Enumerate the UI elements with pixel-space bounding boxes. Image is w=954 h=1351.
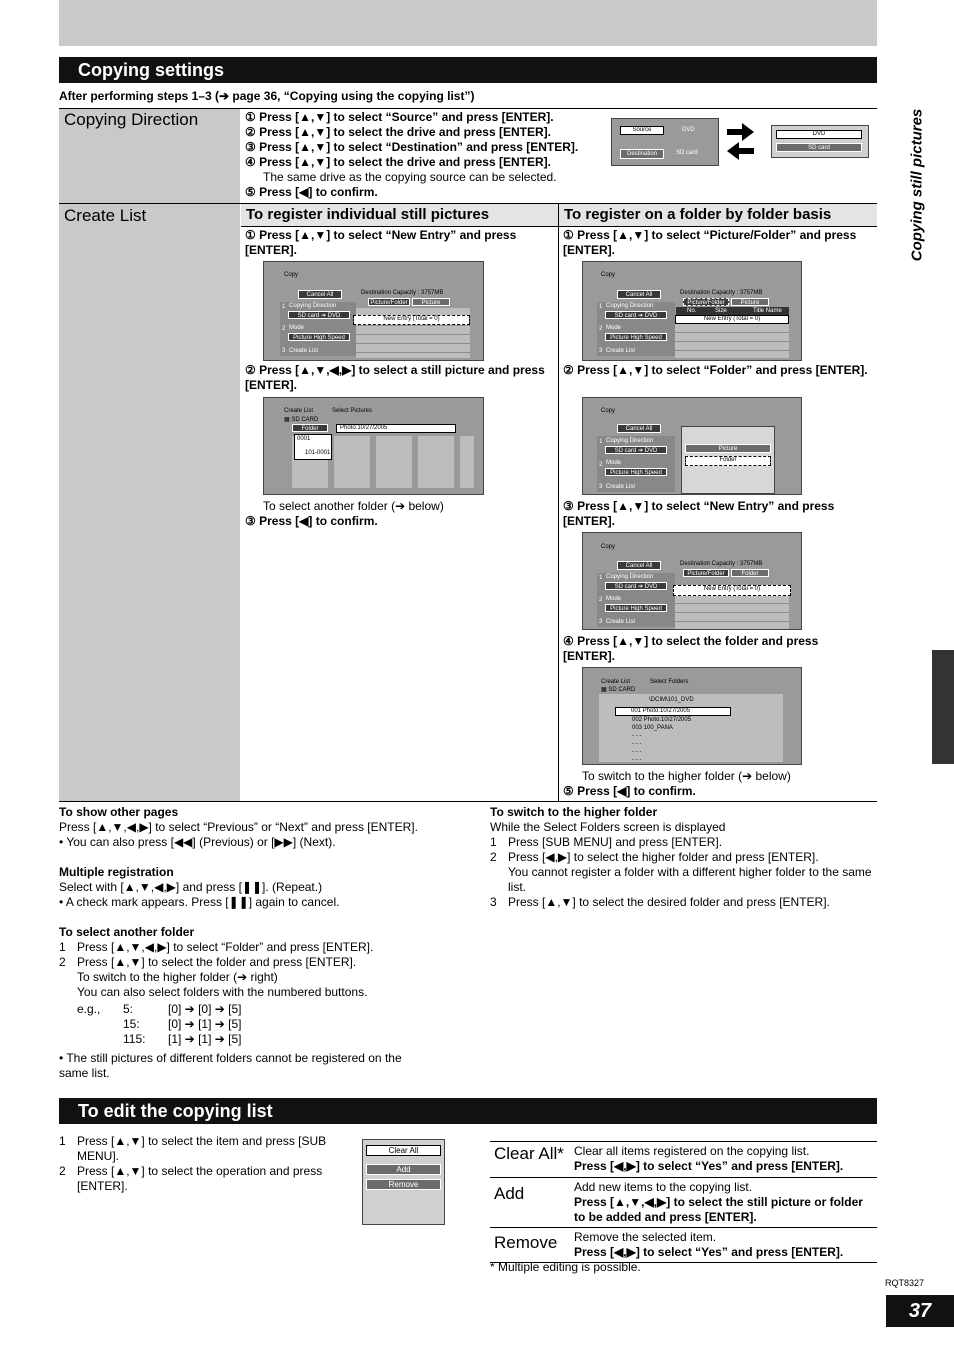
intro-text: After performing steps 1–3 (➔ page 36, “Copying using the copying list”) bbox=[59, 89, 475, 103]
right-step-3: ③ Press [▲,▼] to select “New Entry” and press [ENTER]. bbox=[563, 499, 835, 528]
row-label-create-list: Create List bbox=[64, 206, 147, 225]
row-label-copying-direction: Copying Direction bbox=[64, 110, 199, 129]
folder-select-screen: Copy Cancel All 1 Copying Direction SD card ➔ DVD 2 Mode Picture High Speed 3 Create List Picture Folder bbox=[582, 397, 802, 495]
sd-card-label: ▦ SD CARD bbox=[284, 417, 319, 423]
right-step-5: ⑤ Press [◀] to confirm. bbox=[563, 784, 696, 798]
table-bottom-rule bbox=[59, 801, 877, 802]
subhead-folder: To register on a folder by folder basis bbox=[559, 204, 877, 226]
notes-left: To show other pages Press [▲,▼,◀,▶] to select “Previous” or “Next” and press [ENTER]. • You can also press [◀◀] (Previous) or [▶▶] (Next). Multiple registration Select with [▲,▼,◀,▶] and press [❚❚]. (Repeat.) • A check mark appears. Press [❚❚] again to cancel. To select another folder 1 Press [▲,▼,◀,▶] to select “Folder” and press [ENTER]. 2 Press [▲,▼] to select the folder and press [ENTER]. To switch to the higher folder (➔ right) You can also select folders with the numbered buttons. e.g., 5: [0] ➔ [0] ➔ [5] 15: [0] ➔ [1] ➔ [5] 115: [1] ➔ [1] ➔ [5] • The still pictures of different folders cannot be registered on the same list. bbox=[59, 805, 418, 1080]
selected-thumbnail: 0001 101-0001 bbox=[294, 434, 332, 460]
drive-popup: DVD SD card bbox=[771, 125, 869, 158]
header-bar bbox=[59, 0, 877, 46]
right-step-4: ④ Press [▲,▼] to select the folder and press [ENTER]. bbox=[563, 634, 819, 663]
arrow-right-icon bbox=[742, 123, 754, 141]
copy-screen-right-3: Copy Cancel All Destination Capacity : 3757MB Picture/Folder Folder 1 Copying Direction SD card ➔ DVD 2 Mode Picture High Speed 3 Create List New Entry (Total = 0) bbox=[582, 532, 802, 630]
copying-direction-steps: ① Press [▲,▼] to select “Source” and press [ENTER]. ② Press [▲,▼] to select the drive and press [ENTER]. ③ Press [▲,▼] to select “Destination” and press [ENTER]. ④ Press [▲,▼] to select the drive and press [ENTER]. The same drive as the copying source can be selected. ⑤ Press [◀] to confirm. bbox=[245, 110, 579, 199]
left-step-1: ① Press [▲,▼] to select “New Entry” and press [ENTER]. bbox=[245, 228, 517, 257]
document-code: RQT8327 bbox=[885, 1278, 925, 1288]
copy-screen-left-1: Copy Cancel All Destination Capacity : 3757MB Picture/Folder Picture 1 Copying Direction SD card ➔ DVD 2 Mode Picture High Speed 3 Create List New Entry (Total = 0) bbox=[263, 261, 484, 361]
direction-screen: Source DVD Destination SD card bbox=[611, 118, 719, 166]
edit-steps: 1 Press [▲,▼] to select the item and press [SUB MENU]. 2 Press [▲,▼] to select the operation and press [ENTER]. bbox=[59, 1134, 327, 1193]
menu-clear-all[interactable]: Clear All bbox=[366, 1145, 441, 1156]
subhead-individual: To register individual still pictures bbox=[241, 204, 558, 226]
menu-add[interactable]: Add bbox=[366, 1164, 441, 1175]
select-folders-screen: Create List Select Folders ▦ SD CARD \DCIM\101_DVD 001 Photo:10/27/2005 002 Photo:10/27/2005 003 100_PANA - - - - - - - - - - - - bbox=[582, 667, 802, 765]
table-row: Remove Remove the selected item. Press [◀,▶] to select “Yes” and press [ENTER]. bbox=[490, 1228, 877, 1263]
right-step-2: ② Press [▲,▼] to select “Folder” and press [ENTER]. bbox=[563, 363, 868, 377]
table-row: Clear All* Clear all items registered on the copying list. Press [◀,▶] to select “Yes” and press [ENTER]. bbox=[490, 1142, 877, 1178]
page-number: 37 bbox=[886, 1295, 954, 1327]
table-row: Add Add new items to the copying list. Press [▲,▼,◀,▶] to select the still picture or folder to be added and press [ENTER]. bbox=[490, 1178, 877, 1228]
section-title-copying-settings: Copying settings bbox=[59, 57, 877, 83]
left-note: To select another folder (➔ below) bbox=[263, 499, 444, 513]
side-section-label: Copying still pictures bbox=[908, 108, 926, 262]
footnote: * Multiple editing is possible. bbox=[490, 1260, 641, 1274]
column-divider bbox=[558, 204, 559, 801]
sub-menu-screen bbox=[362, 1139, 445, 1225]
side-tab bbox=[932, 650, 954, 764]
left-step-3: ③ Press [◀] to confirm. bbox=[245, 514, 378, 528]
section-title-edit-list: To edit the copying list bbox=[59, 1098, 877, 1124]
select-pictures-screen: Create List Select Pictures ▦ SD CARD Folder Photo:10/27/2005 0001 101-0001 bbox=[263, 397, 484, 495]
notes-right: To switch to the higher folder While the Select Folders screen is displayed 1 Press [SUB MENU] and press [ENTER]. 2 Press [◀,▶] to select the higher folder and press [ENTER]. You cannot register a folder with a different higher folder to the same list. 3 Press [▲,▼] to select the desired folder and press [ENTER]. bbox=[490, 805, 872, 909]
right-note: To switch to the higher folder (➔ below) bbox=[582, 769, 791, 783]
menu-remove[interactable]: Remove bbox=[366, 1179, 441, 1190]
copy-screen-right-1: Copy Cancel All Destination Capacity : 3757MB Picture/Folder Picture No. Size Title Name 1 Copying Direction SD card ➔ DVD 2 Mode Picture High Speed 3 Create List New Entry (Total = 0) bbox=[582, 261, 802, 361]
edit-operations-table bbox=[490, 1141, 877, 1263]
right-step-1: ① Press [▲,▼] to select “Picture/Folder” and press [ENTER]. bbox=[563, 228, 857, 257]
left-step-2: ② Press [▲,▼,◀,▶] to select a still picture and press [ENTER]. bbox=[245, 363, 545, 392]
